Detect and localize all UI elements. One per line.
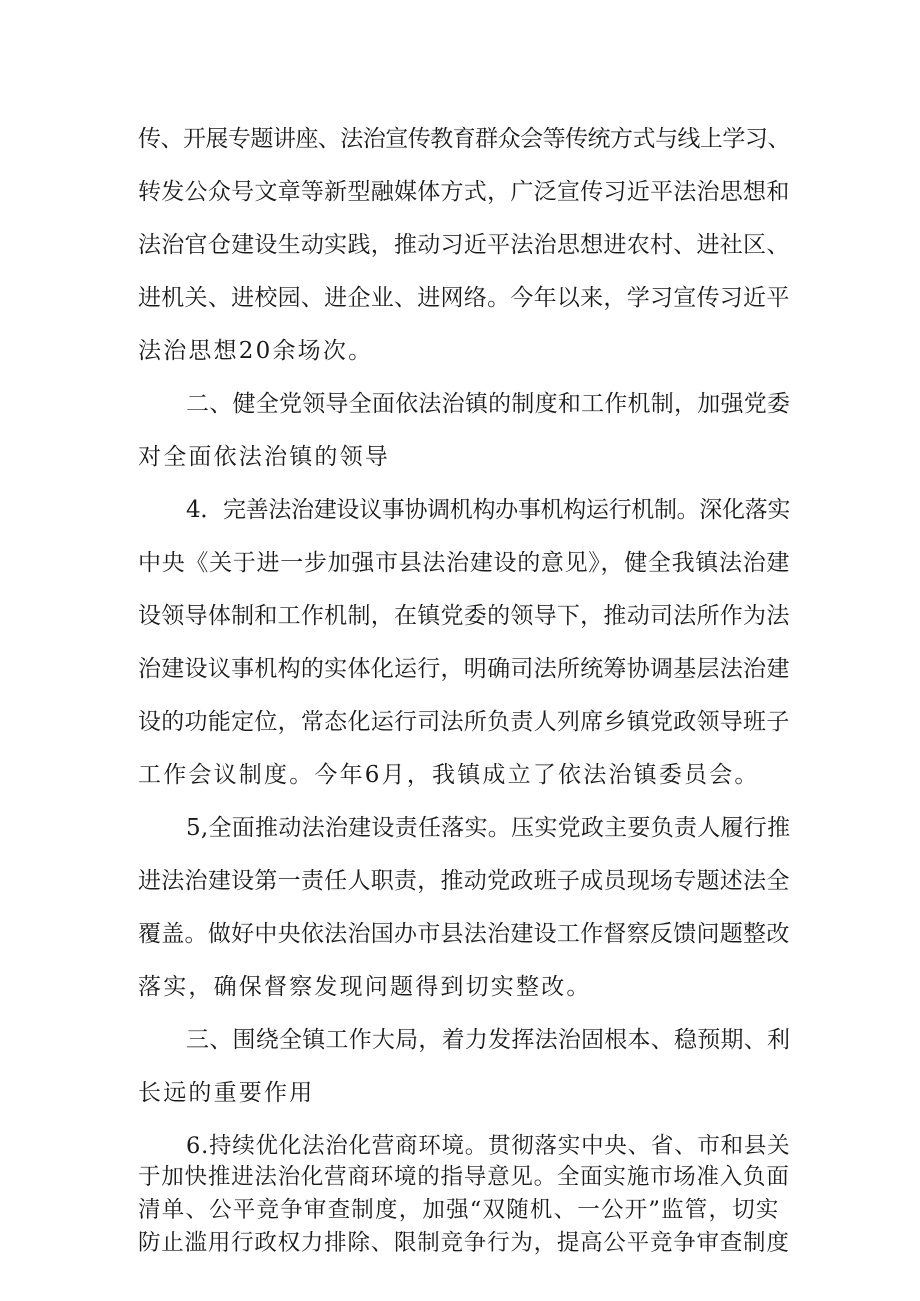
text-line: 转发公众号文章等新型融媒体方式，广泛宣传习近平法治思想和 <box>138 179 790 205</box>
text-line: 落实，确保督察发现问题得到切实整改。 <box>138 974 592 1000</box>
text-line: 中央《关于进一步加强市县法治建设的意见》，健全我镇法治建 <box>138 550 791 576</box>
text-line: 传、开展专题讲座、法治宣传教育群众会等传统方式与线上学习、 <box>138 126 790 152</box>
text-line: 5,全面推动法治建设责任落实。压实党政主要负责人履行推 <box>186 815 791 841</box>
text-line: 防止滥用行政权力排除、限制竞争行为，提高公平竞争审查制度 <box>138 1230 790 1256</box>
text-line: 于加快推进法治化营商环境的指导意见。全面实施市场准入负面 <box>138 1164 790 1190</box>
text-line: 设领导体制和工作机制，在镇党委的领导下，推动司法所作为法 <box>138 603 790 629</box>
text-line: 进法治建设第一责任人职责，推动党政班子成员现场专题述法全 <box>138 868 790 894</box>
text-line: 治建设议事机构的实体化运行，明确司法所统筹协调基层法治建 <box>138 656 790 682</box>
section-heading: 二、健全党领导全面依法治镇的制度和工作机制，加强党委 <box>186 391 791 417</box>
text-line: 进机关、进校园、进企业、进网络。今年以来，学习宣传习近平 <box>138 285 790 311</box>
text-line: 设的功能定位，常态化运行司法所负责人列席乡镇党政领导班子 <box>138 709 790 735</box>
text-line: 法治官仓建设生动实践，推动习近平法治思想进农村、进社区、 <box>138 232 790 258</box>
text-line: 4．完善法治建设议事协调机构办事机构运行机制。深化落实 <box>186 497 791 523</box>
text-line: 6.持续优化法治化营商环境。贯彻落实中央、省、市和县关 <box>186 1133 791 1159</box>
section-heading: 长远的重要作用 <box>138 1080 315 1106</box>
section-heading: 三、围绕全镇工作大局，着力发挥法治固根本、稳预期、利 <box>186 1027 791 1053</box>
text-line: 工作会议制度。今年6月，我镇成立了依法治镇委员会。 <box>138 762 760 788</box>
section-heading: 对全面依法治镇的领导 <box>138 444 390 470</box>
text-line: 覆盖。做好中央依法治国办市县法治建设工作督察反馈问题整改 <box>138 921 790 947</box>
text-line: 清单、公平竞争审查制度，加强“双随机、一公开”监管，切实 <box>138 1197 780 1223</box>
text-line: 法治思想20余场次。 <box>138 338 374 364</box>
